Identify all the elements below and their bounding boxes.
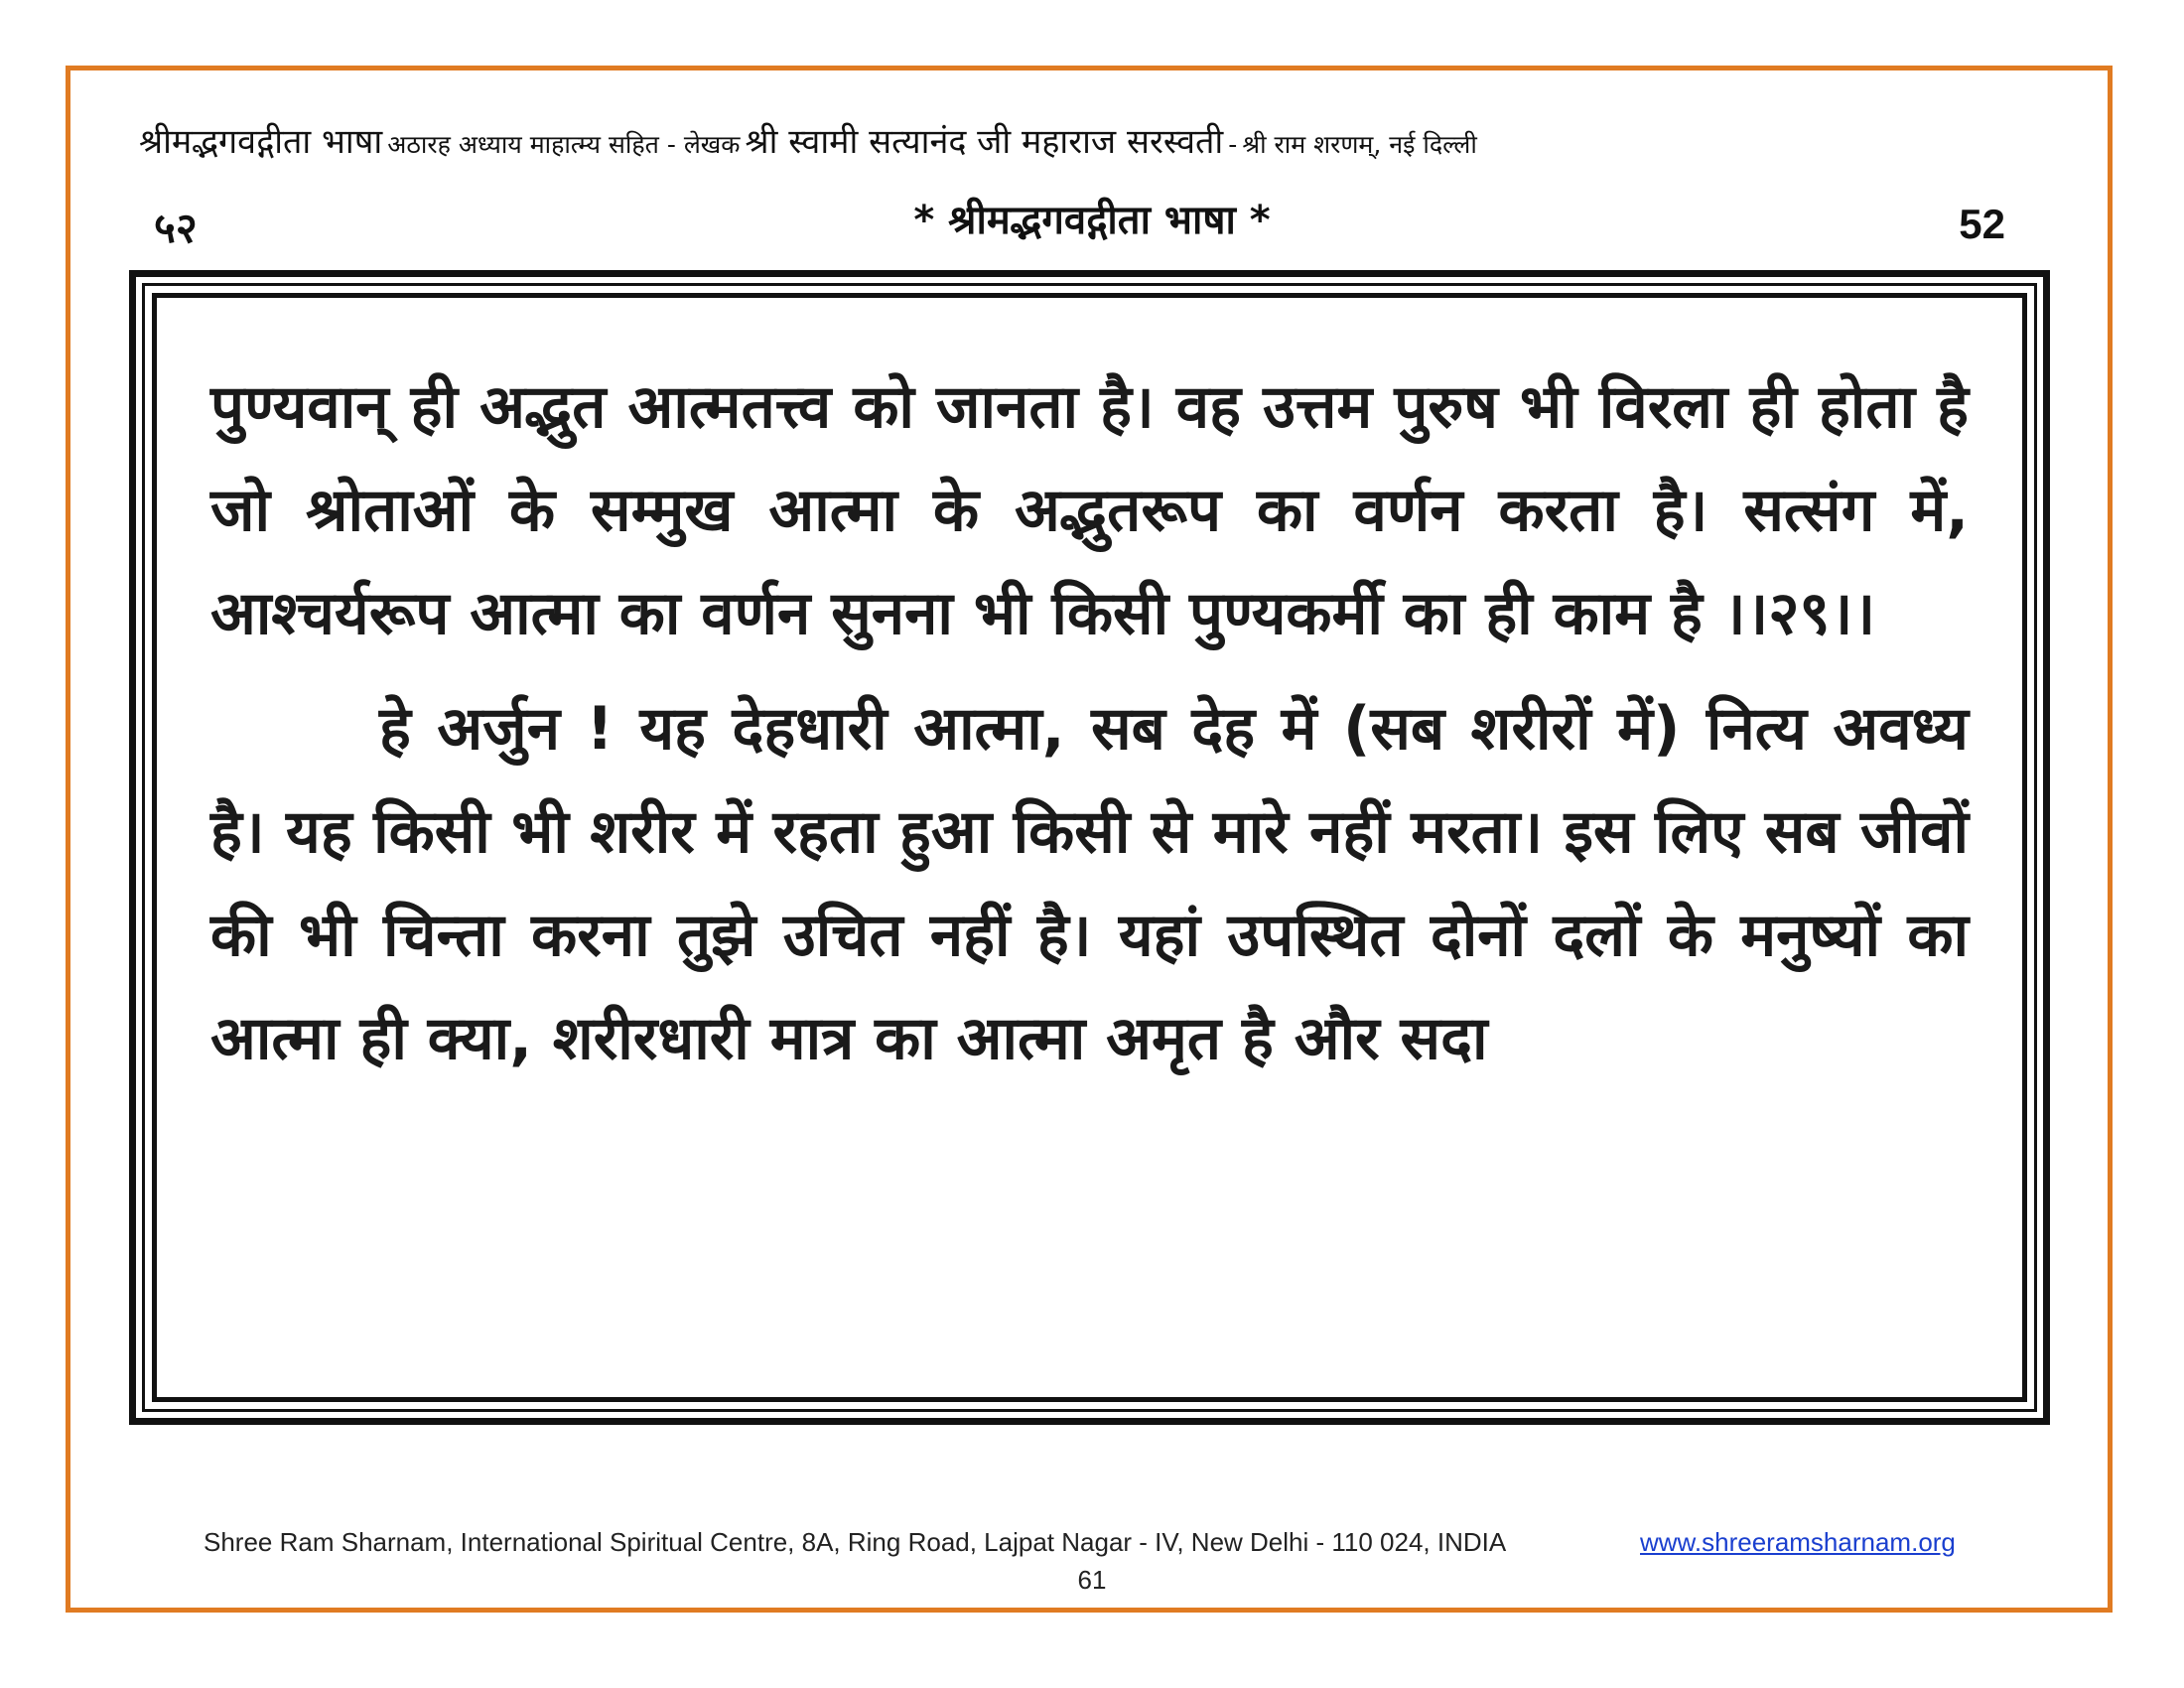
book-title: श्रीमद्भगवद्गीता भाषा [139,122,383,162]
footer-address: Shree Ram Sharnam, International Spiritual Centre, 8A, Ring Road, Lajpat Nagar - IV, New Delhi - 110 024, INDIA [204,1527,1507,1557]
scan-page-number-devanagari: ५२ [154,204,198,252]
paragraph-1: पुण्यवान् ही अद्भुत आत्मतत्त्व को जानता है। वह उत्तम पुरुष भी विरला ही होता है जो श्रोताओं के सम्मुख आत्मा के अद्भुतरूप का वर्णन करता है। सत्संग में, आश्चर्यरूप आत्मा का वर्णन सुनना भी किसी पुण्यकर्मी का ही काम है ।।२९।। [210,372,1969,648]
footer-page-number: 61 [1077,1565,1107,1595]
text-border-inner [152,293,2027,1402]
text-border-middle [142,283,2037,1412]
header-separator: - [1228,130,1238,159]
running-header [139,117,2065,163]
scan-page-number-arabic: 52 [1959,201,2005,247]
paragraph-2: हे अर्जुन ! यह देहधारी आत्मा, सब देह में (सब शरीरों में) नित्य अवध्य है। यह किसी भी शरीर में रहता हुआ किसी से मारे नहीं मरता। इस लिए सब जीवों की भी चिन्ता करना तुझे उचित नहीं है। यहां उपस्थित दोनों दलों के मनुष्यों का आत्मा ही क्या, शरीरधारी मात्र का आत्मा अमृत है और सदा [210,694,1969,1073]
page-title: * श्रीमद्भगवद्गीता भाषा * [913,198,1271,243]
publisher-name: श्री राम शरणम्, नई दिल्ली [1242,130,1477,159]
author-name: श्री स्वामी सत्यानंद जी महाराज सरस्वती [745,122,1224,162]
website-link[interactable]: www.shreeramsharnam.org [1640,1527,1956,1557]
text-border-box [129,270,2050,1425]
book-subtitle: अठारह अध्याय माहात्म्य सहित - लेखक [387,130,741,159]
scripture-text [210,355,1969,1090]
